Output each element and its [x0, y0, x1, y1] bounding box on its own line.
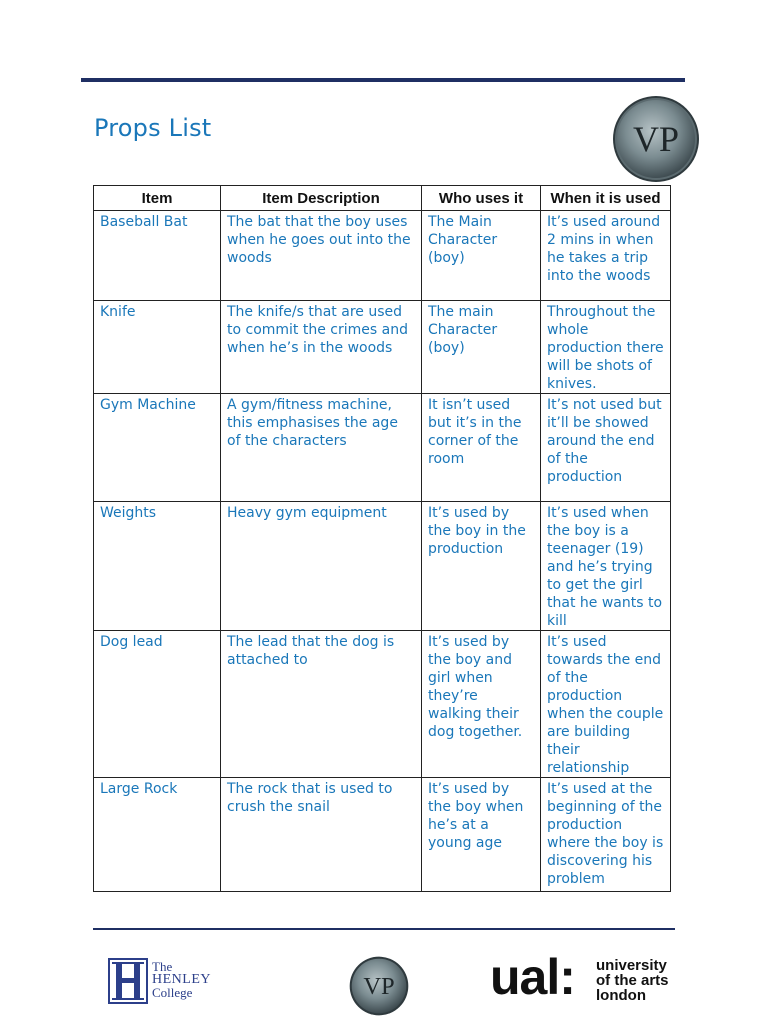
column-header-when: When it is used	[541, 186, 671, 211]
cell-item: Baseball Bat	[94, 211, 221, 301]
table-row	[94, 778, 671, 892]
table-row	[94, 631, 671, 778]
header-divider	[81, 78, 685, 82]
cell-description: A gym/fitness machine, this emphasises the age of the characters	[221, 394, 422, 502]
footer-divider	[93, 928, 675, 930]
page-title: Props List	[94, 114, 212, 142]
column-header-description: Item Description	[221, 186, 422, 211]
cell-who: It’s used by the boy when he’s at a young age	[422, 778, 541, 892]
cell-who: It’s used by the boy and girl when they’re walking their dog together.	[422, 631, 541, 778]
cell-description: The rock that is used to crush the snail	[221, 778, 422, 892]
cell-description: Heavy gym equipment	[221, 502, 422, 631]
cell-item: Large Rock	[94, 778, 221, 892]
table-row	[94, 394, 671, 502]
cell-who: The main Character (boy)	[422, 301, 541, 394]
cell-who: It’s used by the boy in the production	[422, 502, 541, 631]
cell-when: It’s used at the beginning of the production where the boy is discovering his problem	[541, 778, 671, 892]
table-row	[94, 211, 671, 301]
cell-when: It’s not used but it’ll be showed around the end of the production	[541, 394, 671, 502]
ual-line1: university	[596, 957, 667, 974]
cell-when: It’s used around 2 mins in when he takes a trip into the woods	[541, 211, 671, 301]
henley-crest-icon	[108, 958, 148, 1004]
cell-who: It isn’t used but it’s in the corner of the room	[422, 394, 541, 502]
cell-item: Weights	[94, 502, 221, 631]
table-row	[94, 301, 671, 394]
henley-college-logo	[108, 958, 218, 1004]
cell-when: It’s used when the boy is a teenager (19) and he’s trying to get the girl that he wants to kill	[541, 502, 671, 631]
cell-when: Throughout the whole production there will be shots of knives.	[541, 301, 671, 394]
vp-logo-footer-text: VP	[363, 973, 395, 1001]
cell-when: It’s used towards the end of the production when the couple are building their relationship	[541, 631, 671, 778]
vp-logo-footer	[349, 956, 409, 1016]
cell-item: Dog lead	[94, 631, 221, 778]
props-table	[93, 185, 671, 892]
cell-description: The knife/s that are used to commit the crimes and when he’s in the woods	[221, 301, 422, 394]
cell-who: The Main Character (boy)	[422, 211, 541, 301]
ual-line3: london	[596, 987, 646, 1004]
ual-logo	[490, 949, 680, 1008]
henley-line3: College	[152, 985, 193, 1000]
cell-item: Knife	[94, 301, 221, 394]
cell-description: The bat that the boy uses when he goes out into the woods	[221, 211, 422, 301]
henley-line1: The	[152, 959, 173, 974]
column-header-who: Who uses it	[422, 186, 541, 211]
column-header-item: Item	[94, 186, 221, 211]
ual-mark: ual:	[490, 949, 575, 1005]
ual-line2: of the arts	[596, 972, 669, 989]
vp-logo	[612, 95, 700, 183]
cell-item: Gym Machine	[94, 394, 221, 502]
vp-logo-text: VP	[632, 119, 680, 159]
henley-line2: HENLEY	[152, 972, 211, 987]
table-row	[94, 502, 671, 631]
cell-description: The lead that the dog is attached to	[221, 631, 422, 778]
table-header-row	[94, 186, 671, 211]
